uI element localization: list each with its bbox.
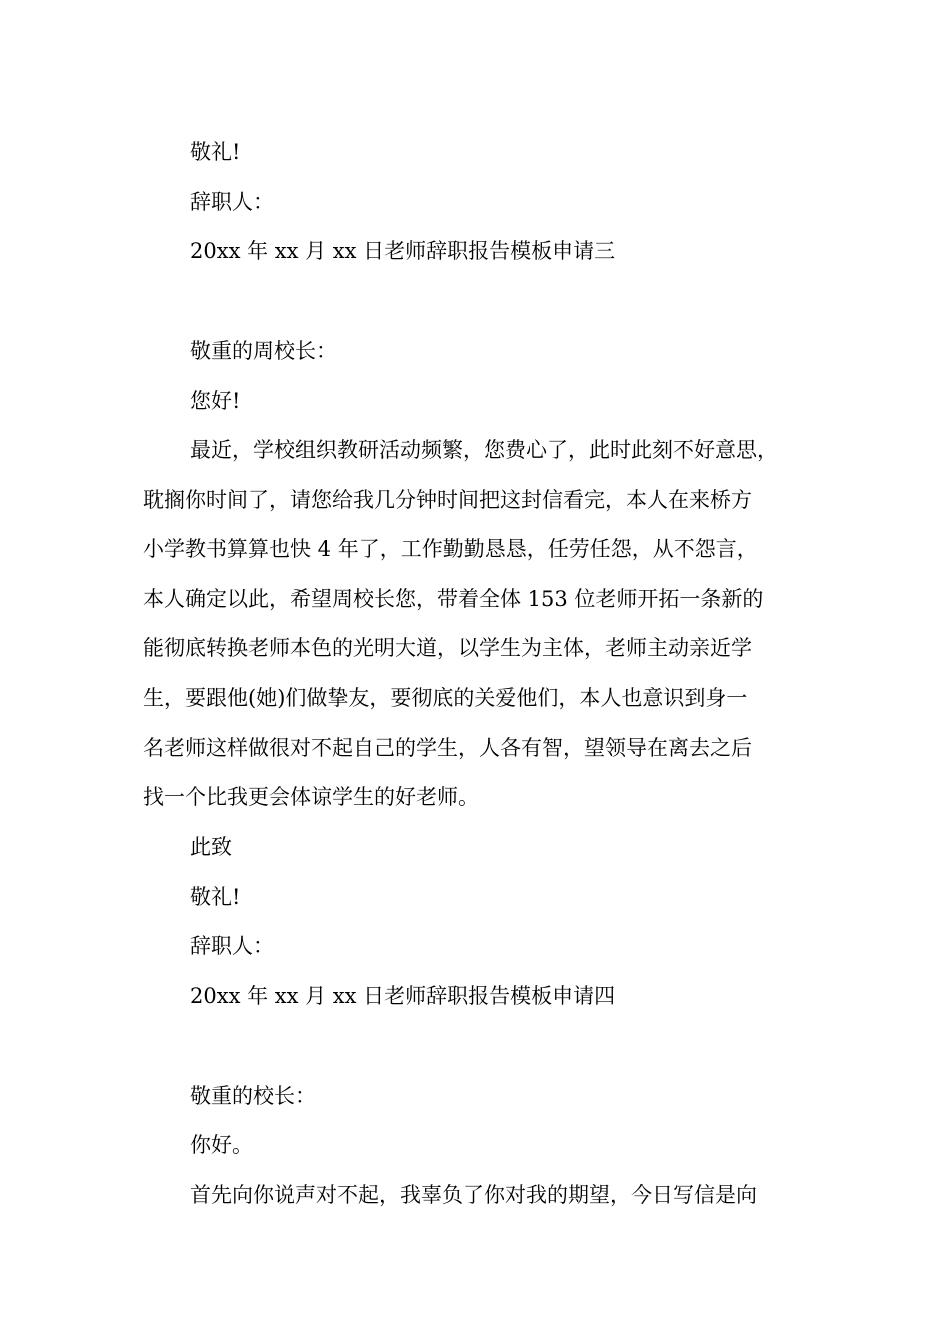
- hello: 你好。: [190, 1133, 253, 1157]
- body-line: 首先向你说声对不起，我辜负了你对我的期望，今日写信是向: [190, 1183, 757, 1207]
- salutation-close: 敬礼!: [190, 885, 241, 909]
- body-line: 最近，学校组织教研活动频繁，您费心了，此时此刻不好意思，: [190, 438, 778, 462]
- hello: 您好!: [190, 389, 241, 413]
- body-line: 生，要跟他(她)们做挚友，要彻底的关爱他们，本人也意识到身一: [143, 686, 748, 710]
- greeting: 敬重的校长：: [190, 1084, 316, 1108]
- date-and-title: 20xx 年 xx 月 xx 日老师辞职报告模板申请三: [190, 239, 616, 263]
- signer-label: 辞职人：: [190, 190, 274, 214]
- body-line: 能彻底转换老师本色的光明大道，以学生为主体，老师主动亲近学: [143, 636, 752, 660]
- salutation-close: 敬礼!: [190, 140, 241, 164]
- signer-label: 辞职人：: [190, 934, 274, 958]
- date-and-title: 20xx 年 xx 月 xx 日老师辞职报告模板申请四: [190, 984, 616, 1008]
- body-line: 耽搁你时间了，请您给我几分钟时间把这封信看完，本人在来桥方: [143, 488, 752, 512]
- body-line: 名老师这样做很对不起自己的学生，人各有智，望领导在离去之后: [143, 736, 752, 760]
- body-line: 小学教书算算也快 4 年了，工作勤勤恳恳，任劳任怨，从不怨言，: [143, 537, 758, 561]
- closing: 此致: [190, 835, 232, 859]
- body-line: 本人确定以此，希望周校长您，带着全体 153 位老师开拓一条新的: [143, 587, 764, 611]
- body-line: 找一个比我更会体谅学生的好老师。: [143, 785, 479, 809]
- greeting: 敬重的周校长：: [190, 339, 337, 363]
